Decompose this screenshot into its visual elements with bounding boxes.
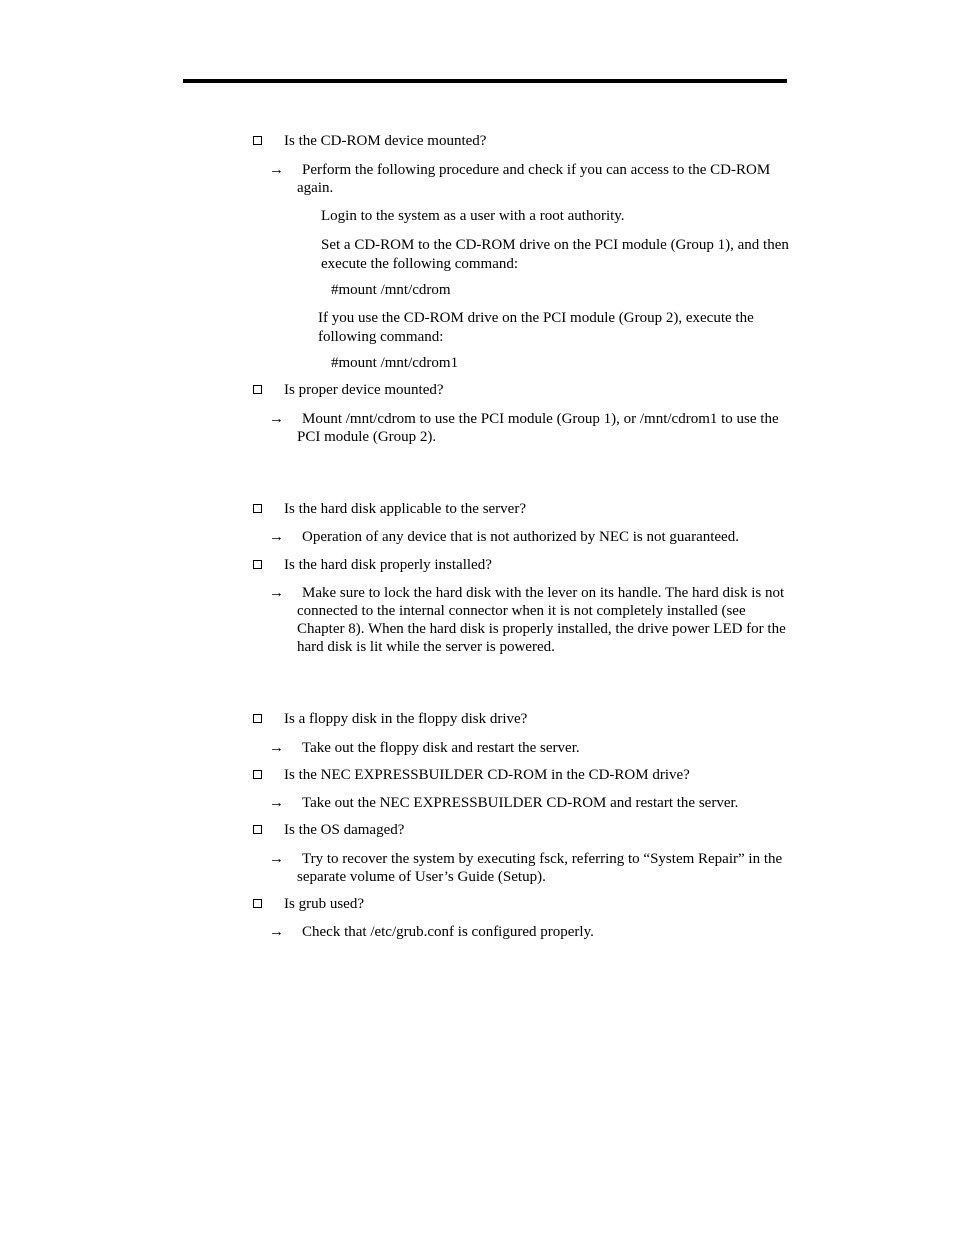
- command-mount-cdrom: #mount /mnt/cdrom: [331, 282, 451, 298]
- checkbox-icon: [253, 714, 262, 723]
- command-mount-cdrom1: #mount /mnt/cdrom1: [331, 355, 459, 371]
- step-group2: If you use the CD-ROM drive on the PCI module (Group 2), execute the following command:: [318, 310, 754, 345]
- arrow-icon: →: [269, 740, 284, 756]
- question-hard-disk-applicable: Is the hard disk applicable to the server?: [284, 501, 526, 517]
- step-set-cdrom: Set a CD-ROM to the CD-ROM drive on the PCI module (Group 1), and then execute the following command:: [321, 237, 789, 272]
- answer-floppy: Take out the floppy disk and restart the server.: [302, 740, 580, 756]
- question-os-damaged: Is the OS damaged?: [284, 822, 405, 838]
- question-cdrom-mounted: Is the CD-ROM device mounted?: [284, 133, 487, 149]
- answer-hard-disk-installed: Make sure to lock the hard disk with the lever on its handle. The hard disk is not connected to the internal connector when it is not completely installed (see Chapter 8). When the hard disk is properly installed, the drive power LED for the hard disk is lit while the server is powered.: [297, 585, 786, 655]
- question-floppy: Is a floppy disk in the floppy disk drive?: [284, 711, 528, 727]
- arrow-icon: →: [269, 529, 284, 545]
- checkbox-icon: [253, 560, 262, 569]
- checkbox-icon: [253, 504, 262, 513]
- arrow-icon: →: [269, 924, 284, 940]
- arrow-icon: →: [269, 851, 284, 867]
- arrow-icon: →: [269, 795, 284, 811]
- answer-os-damaged: Try to recover the system by executing fsck, referring to “System Repair” in the separate volume of User’s Guide (Setup).: [297, 851, 783, 885]
- answer-expressbuilder: Take out the NEC EXPRESSBUILDER CD-ROM and restart the server.: [302, 795, 739, 811]
- answer-cdrom-mounted: Perform the following procedure and check if you can access to the CD-ROM again.: [297, 162, 771, 196]
- checkbox-icon: [253, 899, 262, 908]
- answer-hard-disk-applicable: Operation of any device that is not authorized by NEC is not guaranteed.: [302, 529, 739, 545]
- question-proper-device: Is proper device mounted?: [284, 382, 444, 398]
- checkbox-icon: [253, 136, 262, 145]
- step-login: Login to the system as a user with a root authority.: [321, 208, 625, 224]
- arrow-icon: →: [269, 411, 284, 427]
- arrow-icon: →: [269, 585, 284, 601]
- header-rule: [183, 79, 787, 83]
- question-expressbuilder: Is the NEC EXPRESSBUILDER CD-ROM in the CD-ROM drive?: [284, 767, 690, 783]
- question-grub: Is grub used?: [284, 896, 364, 912]
- answer-grub: Check that /etc/grub.conf is configured properly.: [302, 924, 594, 940]
- checkbox-icon: [253, 825, 262, 834]
- answer-proper-device: Mount /mnt/cdrom to use the PCI module (Group 1), or /mnt/cdrom1 to use the PCI module (Group 2).: [297, 411, 779, 445]
- question-hard-disk-installed: Is the hard disk properly installed?: [284, 557, 492, 573]
- checkbox-icon: [253, 385, 262, 394]
- checkbox-icon: [253, 770, 262, 779]
- arrow-icon: →: [269, 162, 284, 178]
